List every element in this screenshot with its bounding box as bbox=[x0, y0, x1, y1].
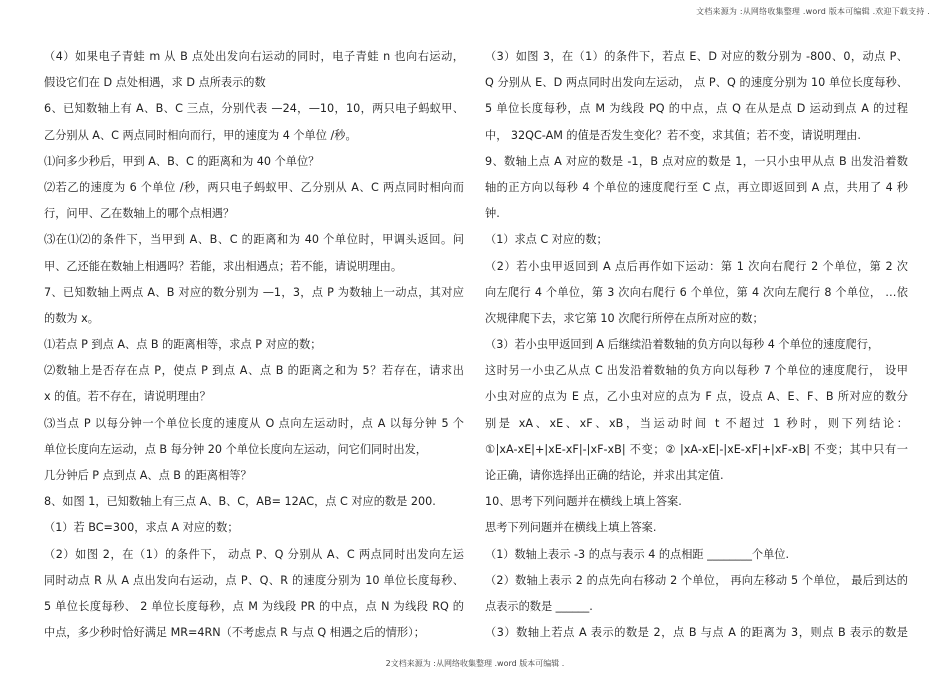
text-line: x 的值。若不存在，请说明理由？ bbox=[44, 390, 211, 404]
text-line: （2）如图 2，在（1）的条件下， 动点 P、Q 分别从 A、C 两点同时出发向左运 bbox=[44, 547, 464, 561]
right-column bbox=[485, 44, 908, 646]
text-line: （2）数轴上表示 2 的点先向右移动 2 个单位， 再向左移动 5 个单位， 最后到达的 bbox=[485, 573, 908, 587]
text-line: 6、已知数轴上有 A、B、C 三点，分别代表 —24，—10，10，两只电子蚂蚁甲、 bbox=[44, 102, 464, 116]
text-line: ⑶当点 P 以每分钟一个单位长度的速度从 O 点向左运动时，点 A 以每分钟 5 个 bbox=[44, 416, 464, 430]
text-line: 行，问甲、乙在数轴上的哪个点相遇？ bbox=[44, 207, 235, 221]
text-line: 次规律爬下去，求它第 10 次爬行所停在点所对应的数； bbox=[485, 311, 764, 325]
text-line: （3）数轴上若点 A 表示的数是 2，点 B 与点 A 的距离为 3，则点 B 表示的数是 bbox=[485, 626, 908, 640]
text-line: 论正确，请你选择出正确的结论，并求出其定值. bbox=[485, 469, 724, 482]
text-line: 点表示的数是 ______. bbox=[485, 599, 593, 613]
text-line: 乙分别从 A、C 两点同时相向而行，甲的速度为 4 个单位 /秒。 bbox=[44, 128, 357, 142]
text-line: 思考下列问题并在横线上填上答案. bbox=[485, 521, 657, 535]
text-line: 中点，多少秒时恰好满足 MR=4RN（不考虑点 R 与点 Q 相遇之后的情形）； bbox=[44, 626, 425, 640]
text-line: ⑵若乙的速度为 6 个单位 /秒，两只电子蚂蚁甲、乙分别从 A、C 两点同时相向而 bbox=[44, 180, 464, 194]
text-line: ⑶在⑴⑵的条件下，当甲到 A、B、C 的距离和为 40 个单位时，甲调头返回。问 bbox=[44, 233, 464, 247]
text-line: 轴的正方向以每秒 4 个单位的速度爬行至 C 点，再立即返回到 A 点，共用了 4 秒 bbox=[485, 180, 908, 194]
text-line: （3）若小虫甲返回到 A 后继续沿着数轴的负方向以每秒 4 个单位的速度爬行， bbox=[485, 338, 880, 352]
text-line: 9、数轴上点 A 对应的数是 -1，B 点对应的数是 1，一只小虫甲从点 B 出发沿着数 bbox=[485, 154, 908, 168]
page-footer: 2文档来源为 :从网络收集整理 .word 版本可编辑 . bbox=[385, 659, 565, 668]
text-line: 别是 xA、xE、xF、xB，当运动时间 t 不超过 1 秒时，则下列结论： bbox=[485, 416, 908, 430]
text-line: （2）若小虫甲返回到 A 点后再作如下运动：第 1 次向右爬行 2 个单位，第 2 次 bbox=[485, 259, 908, 273]
text-line: ①|xA-xE|+|xE-xF|-|xF-xB| 不变；② |xA-xE|-|xE-xF|+|xF-xB| 不变；其中只有一 bbox=[485, 442, 908, 456]
text-line: 同时动点 R 从 A 点出发向右运动，点 P、Q、R 的速度分别为 10 单位长度每秒、 bbox=[44, 573, 464, 587]
left-column bbox=[44, 44, 464, 646]
text-line: 向左爬行 4 个单位，第 3 次向右爬行 6 个单位，第 4 次向左爬行 8 个单位， …依 bbox=[485, 285, 908, 299]
text-line: 几分钟后 P 点到点 A、点 B 的距离相等？ bbox=[44, 469, 252, 482]
page-header: 文档来源为 :从网络收集整理 .word 版本可编辑 .欢迎下载支持 . bbox=[696, 7, 930, 16]
text-line: ⑴若点 P 到点 A、点 B 的距离相等，求点 P 对应的数； bbox=[44, 338, 322, 352]
text-line: 假设它们在 D 点处相遇，求 D 点所表示的数 bbox=[44, 76, 266, 90]
text-line: 10、思考下列问题并在横线上填上答案. bbox=[485, 495, 682, 509]
text-line: 7、已知数轴上两点 A、B 对应的数分别为 —1，3，点 P 为数轴上一动点，其对应 bbox=[44, 285, 464, 299]
text-line: （1）若 BC=300，求点 A 对应的数； bbox=[44, 521, 239, 535]
text-line: （3）如图 3，在（1）的条件下，若点 E、D 对应的数分别为 -800、0，动点 P、 bbox=[485, 50, 908, 63]
text-line: 5 单位长度每秒、 2 单位长度每秒，点 M 为线段 PR 的中点，点 N 为线段 RQ 的 bbox=[44, 599, 464, 613]
text-line: 小虫对应的点为 E 点，乙小虫对应的点为 F 点，设点 A、E、F、B 所对应的数分 bbox=[485, 390, 908, 404]
text-line: 单位长度向左运动，点 B 每分钟 20 个单位长度向左运动，问它们同时出发， bbox=[44, 442, 427, 456]
text-line: 这时另一小虫乙从点 C 出发沿着数轴的负方向以每秒 7 个单位的速度爬行， 设甲 bbox=[485, 364, 908, 378]
text-line: 5 单位长度每秒，点 M 为线段 PQ 的中点，点 Q 在从是点 D 运动到点 A 的过程 bbox=[485, 102, 908, 116]
text-line: 甲、乙还能在数轴上相遇吗？若能，求出相遇点；若不能，请说明理由。 bbox=[44, 259, 403, 273]
text-line: ⑴问多少秒后，甲到 A、B、C 的距离和为 40 个单位？ bbox=[44, 154, 320, 168]
text-line: （1）求点 C 对应的数； bbox=[485, 233, 608, 247]
text-line: ⑵数轴上是否存在点 P，使点 P 到点 A、点 B 的距离之和为 5？若存在，请求出 bbox=[44, 364, 464, 378]
text-line: （1）数轴上表示 -3 的点与表示 4 的点相距 ________个单位. bbox=[485, 547, 790, 561]
text-line: 8、如图 1，已知数轴上有三点 A、B、C，AB= 12AC，点 C 对应的数是 200. bbox=[44, 495, 436, 509]
text-line: Q 分别从 E、D 两点同时出发向左运动， 点 P、Q 的速度分别为 10 单位长度每秒、 bbox=[485, 76, 908, 90]
text-line: （4）如果电子青蛙 m 从 B 点处出发向右运动的同时，电子青蛙 n 也向右运动， bbox=[44, 50, 464, 63]
text-line: 钟. bbox=[485, 207, 500, 221]
text-line: 中， 32QC-AM 的值是否发生变化？若不变，求其值；若不变，请说明理由. bbox=[485, 128, 861, 142]
text-line: 的数为 x。 bbox=[44, 311, 99, 325]
